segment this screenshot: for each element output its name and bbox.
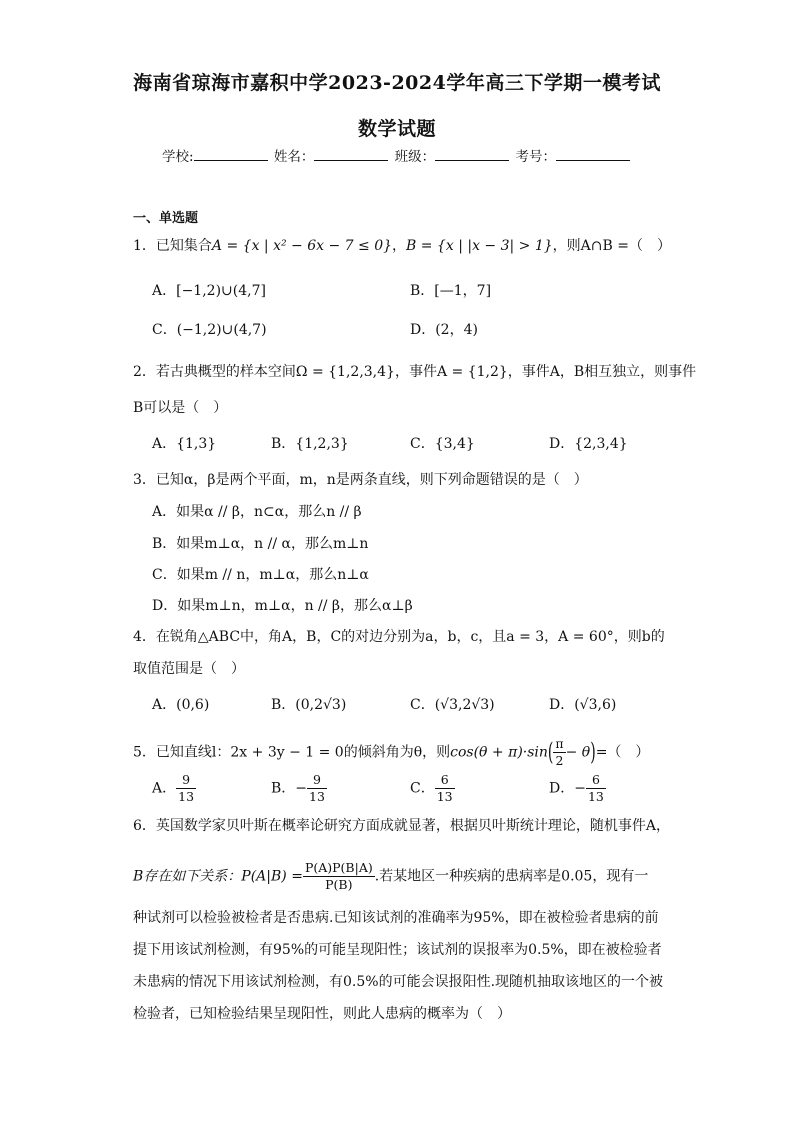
q1-option-c[interactable]: C．(−1,2)∪(4,7) xyxy=(152,322,267,338)
q5-b-den: 13 xyxy=(309,789,325,804)
q2-option-a[interactable]: A．{1,3} xyxy=(152,436,217,452)
q1-pre: 已知集合 xyxy=(155,238,212,254)
q1-set-a: A = {x | x² − 6x − 7 ≤ 0} xyxy=(211,238,393,254)
q5-option-a[interactable] xyxy=(152,772,196,805)
q5-fraction xyxy=(553,736,565,769)
q2-stem-line1: 2．若古典概型的样本空间Ω = {1,2,3,4}，事件A = {1,2}，事件A，B相互独立，则事件 xyxy=(133,364,697,380)
q1-option-b[interactable]: B．[—1，7] xyxy=(410,283,492,299)
q1-set-b: B = {x | |x − 3| > 1} xyxy=(406,238,553,254)
q5-option-c[interactable] xyxy=(410,772,455,805)
q3-option-d[interactable]: D．如果m⊥n，m⊥α，n // β，那么α⊥β xyxy=(152,598,413,614)
q6-formula-pre: B存在如下关系：P(A|B) = xyxy=(133,868,303,885)
q5-ask: =（ ） xyxy=(595,744,650,761)
name-label: 姓名： xyxy=(273,149,315,165)
q4-option-c[interactable]: C．(√3,2√3) xyxy=(410,697,495,713)
q4-option-a[interactable]: A．(0,6) xyxy=(152,697,210,713)
q6-line2-post: .若某地区一种疾病的患病率是0.05，现有一 xyxy=(374,868,649,885)
q6-line6: 检验者，已知检验结果呈现阳性，则此人患病的概率为（ ） xyxy=(133,1006,511,1022)
q4-stem-line1: 4．在锐角△ABC中，角A，B，C的对边分别为a，b，c，且a = 3，A = 60°，则b的 xyxy=(133,629,665,645)
q5-c-num: 6 xyxy=(435,772,455,789)
q4-stem-line2: 取值范围是（ ） xyxy=(133,661,245,677)
q5-d-den: 13 xyxy=(587,789,604,804)
q3-option-a[interactable]: A．如果α // β，n⊂α，那么n // β xyxy=(152,504,362,520)
q2-option-d[interactable]: D．{2,3,4} xyxy=(549,436,628,452)
q4-option-b[interactable]: B．(0,2√3) xyxy=(271,697,347,713)
q5-frac-den: 2 xyxy=(555,753,564,768)
q1-ask: ，则A∩B =（ ） xyxy=(552,238,671,254)
section-heading: 一、单选题 xyxy=(133,211,199,226)
number-blank[interactable] xyxy=(556,146,630,161)
q1-option-a[interactable]: A．[−1,2)∪(4,7] xyxy=(152,283,266,299)
q5-option-d[interactable] xyxy=(549,772,606,805)
q5-b-num: 9 xyxy=(307,772,327,789)
q5-b-label: B．− xyxy=(271,780,308,797)
q5-option-b[interactable] xyxy=(271,772,327,805)
student-info-row xyxy=(162,145,632,165)
q5-expr1: cos(θ + π)·sin xyxy=(450,744,548,761)
school-label: 学校: xyxy=(162,149,194,165)
exam-title: 海南省琼海市嘉积中学2023-2024学年高三下学期一模考试 xyxy=(133,72,661,94)
q5-b-fraction xyxy=(307,772,327,805)
q1-number: 1． xyxy=(133,238,156,254)
q5-d-label: D．− xyxy=(549,780,586,797)
q5-d-fraction xyxy=(586,772,606,805)
q2-option-b[interactable]: B．{1,2,3} xyxy=(271,436,349,452)
q5-a-fraction xyxy=(176,772,196,805)
q2-stem-line2: B可以是（ ） xyxy=(133,400,228,416)
q5-a-den: 13 xyxy=(178,789,195,804)
q3-option-c[interactable]: C．如果m // n，m⊥α，那么n⊥α xyxy=(152,567,369,583)
school-blank[interactable] xyxy=(194,146,268,161)
q5-right-paren: ) xyxy=(590,738,596,767)
q1-stem xyxy=(133,236,671,256)
q6-bayes-num: P(A)P(B|A) xyxy=(304,860,373,875)
q6-line3: 种试剂可以检验被检者是否患病.已知该试剂的准确率为95%，即在被检验者患病的前 xyxy=(133,910,659,926)
exam-subtitle: 数学试题 xyxy=(357,118,436,140)
q3-option-b[interactable]: B．如果m⊥α，n // α，那么m⊥n xyxy=(152,536,369,552)
q6-line5: 未患病的情况下用该试剂检测，有0.5%的可能会误报阳性.现随机抽取该地区的一个被 xyxy=(133,974,664,990)
q5-expr2: − θ xyxy=(565,744,591,761)
q2-option-c[interactable]: C．{3,4} xyxy=(410,436,475,452)
q5-stem xyxy=(133,736,649,769)
q6-bayes-den: P(B) xyxy=(325,877,353,892)
name-blank[interactable] xyxy=(314,146,388,161)
q5-a-num: 9 xyxy=(176,772,196,789)
q5-c-den: 13 xyxy=(436,789,453,804)
q4-option-d[interactable]: D．(√3,6) xyxy=(549,697,617,713)
q1-option-d[interactable]: D．(2，4) xyxy=(410,322,478,338)
q6-line4: 提下用该试剂检测，有95%的可能呈现阳性；该试剂的误报率为0.5%，即在被检验者 xyxy=(133,942,662,958)
q5-pre: 5．已知直线l：2x + 3y − 1 = 0的倾斜角为θ，则 xyxy=(133,744,451,761)
q5-c-label: C． xyxy=(410,780,435,797)
q5-a-label: A． xyxy=(152,780,177,797)
q6-line2 xyxy=(133,860,648,893)
q6-line1: 6．英国数学家贝叶斯在概率论研究方面成就显著，根据贝叶斯统计理论，随机事件A， xyxy=(133,818,671,834)
q5-d-num: 6 xyxy=(586,772,606,789)
number-label: 考号： xyxy=(515,149,556,165)
q3-stem: 3．已知α，β是两个平面，m，n是两条直线，则下列命题错误的是（ ） xyxy=(133,472,588,488)
q5-frac-num: π xyxy=(555,736,564,751)
q5-left-paren: ( xyxy=(547,738,554,767)
class-blank[interactable] xyxy=(435,146,509,161)
q5-c-fraction xyxy=(435,772,455,805)
q1-sep: ， xyxy=(392,238,407,254)
q6-bayes-fraction xyxy=(303,860,375,893)
class-label: 班级： xyxy=(394,149,436,165)
